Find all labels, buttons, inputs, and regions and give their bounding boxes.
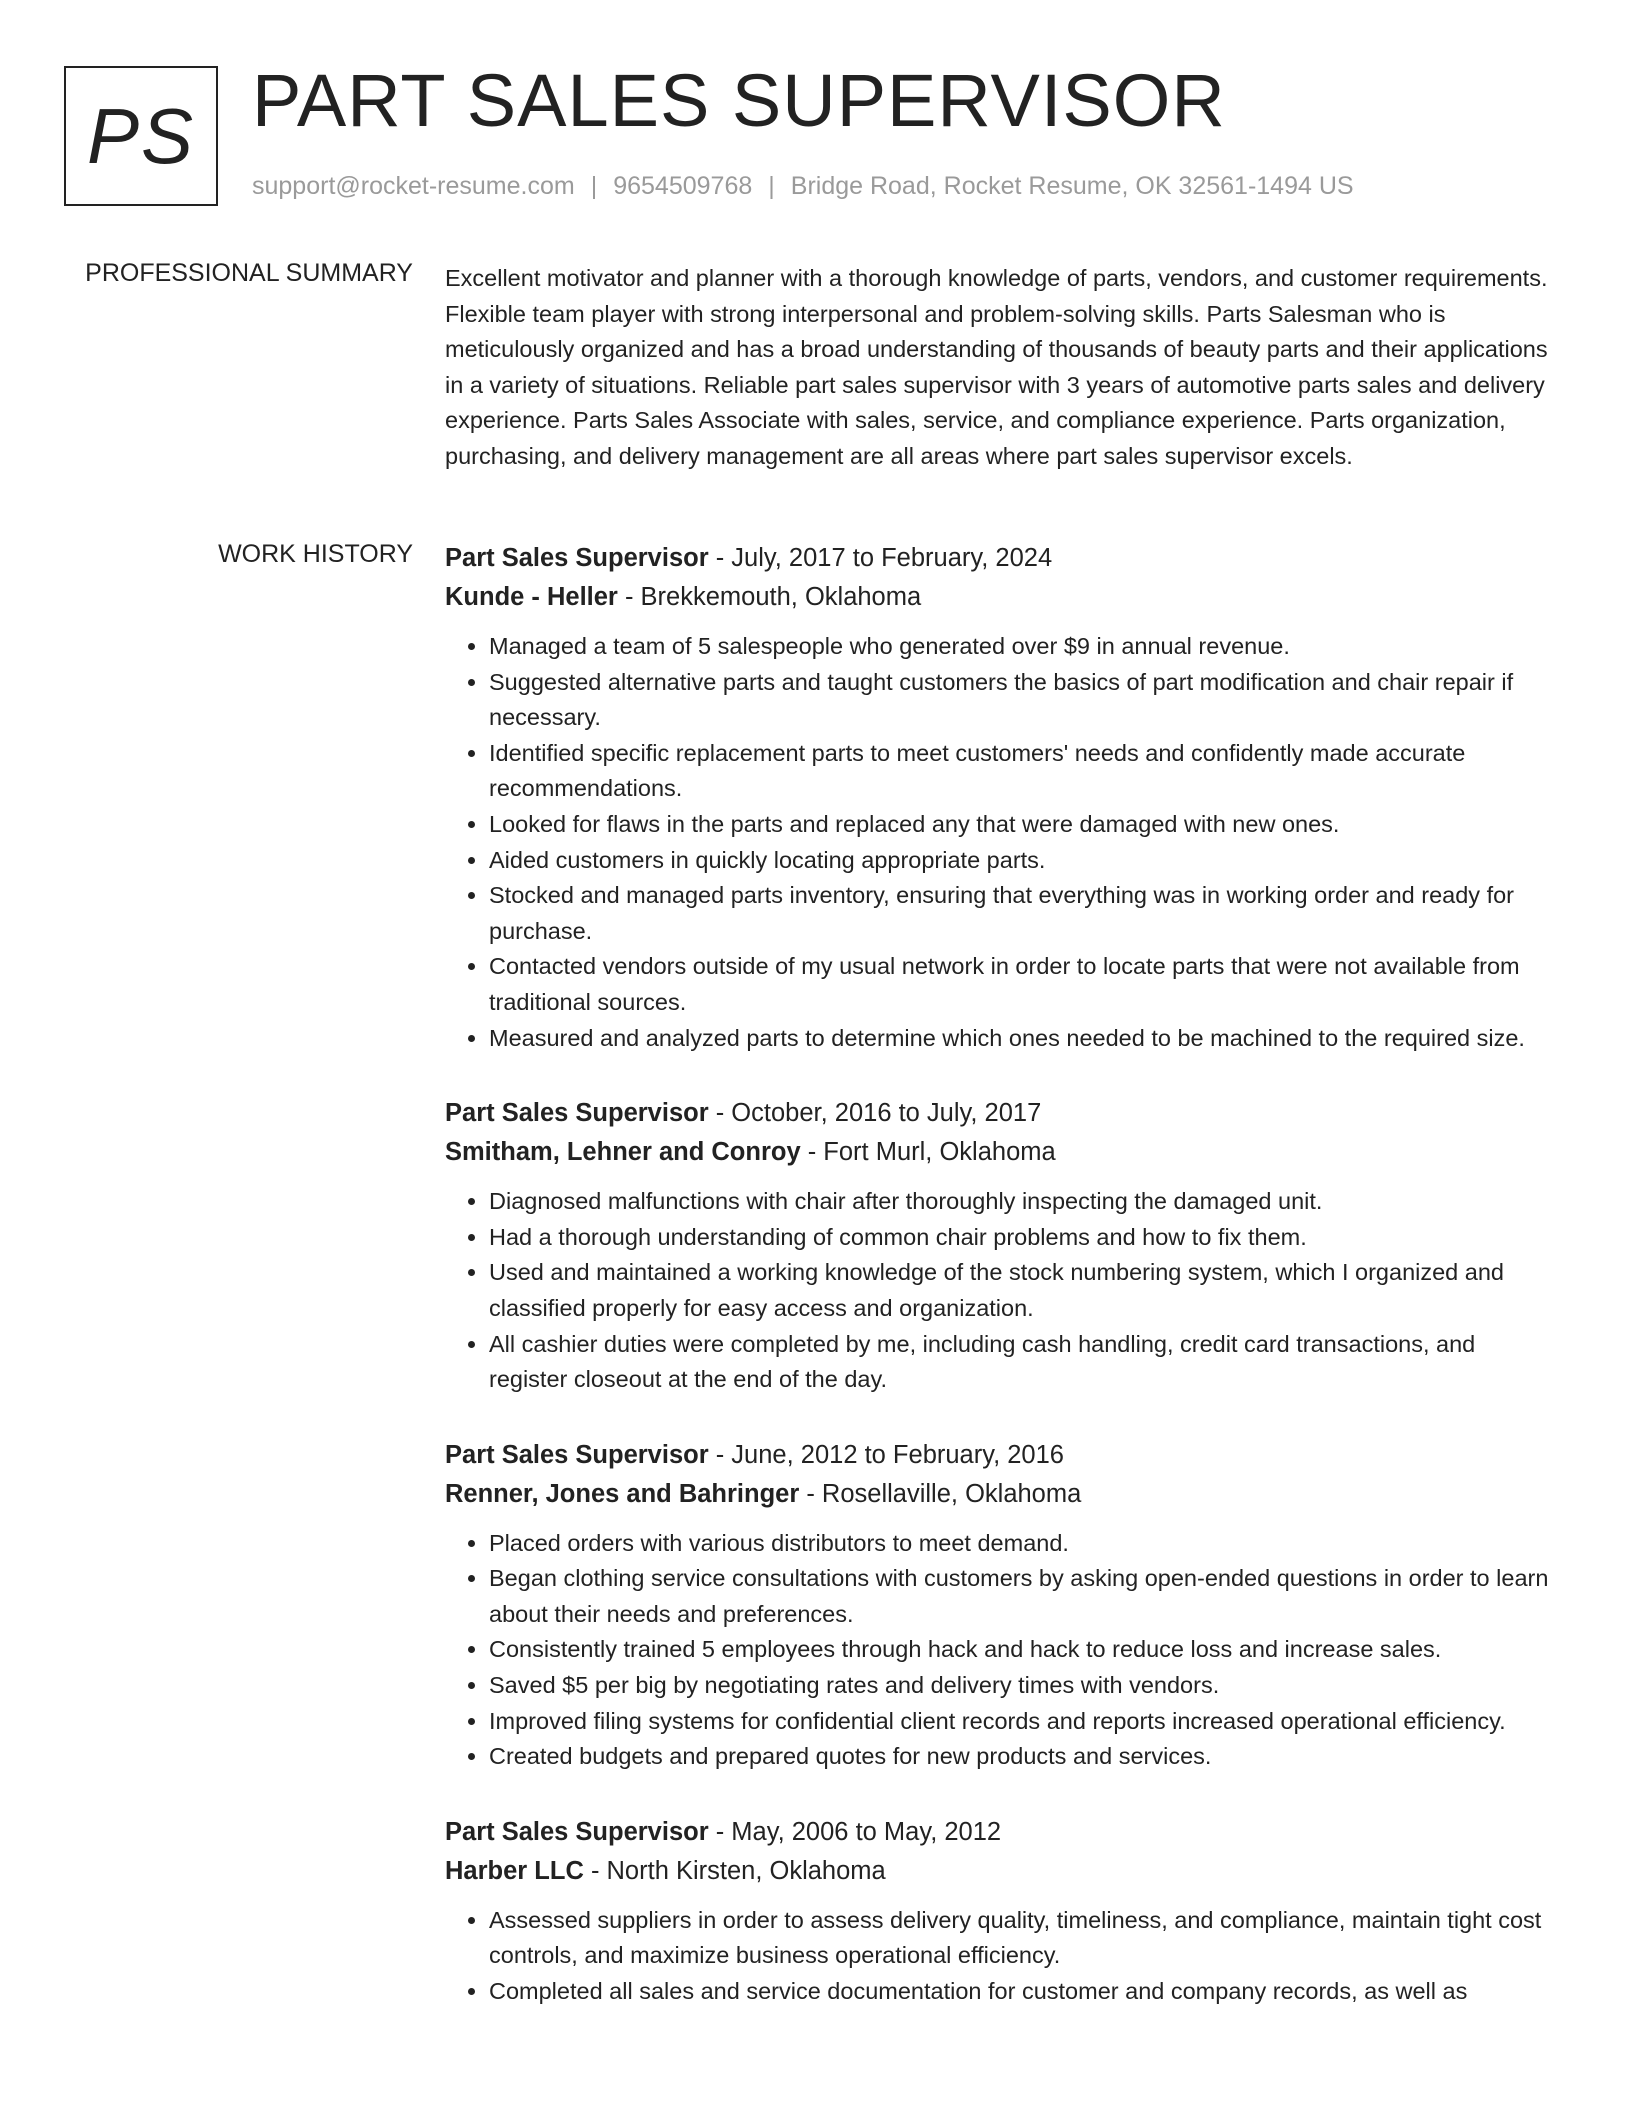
summary-text: Excellent motivator and planner with a thorough knowledge of parts, vendors, and customer requirements. Flexible team player with strong interpersonal and problem-solving skills. Parts Salesman who is meticulously organized and has a broad understanding of thousands of beauty parts and their applications in a variety of situations. Reliable part sales supervisor with 3 years of automotive parts sales and delivery experience. Parts Sales Associate with sales, service, and compliance experience. Parts organization, purchasing, and delivery management are all areas where part sales supervisor excels. xyxy=(445,265,1548,469)
bullet-item: • Aided customers in quickly locating appropriate parts. xyxy=(489,843,1555,879)
job-location: - Fort Murl, Oklahoma xyxy=(800,1138,1056,1167)
section-label-summary: PROFESSIONAL SUMMARY xyxy=(85,259,413,287)
job-location: - North Kirsten, Oklahoma xyxy=(583,1856,886,1885)
contact-separator: | xyxy=(768,172,775,200)
job-title: Part Sales Supervisor xyxy=(445,1440,709,1469)
job-dates: - May, 2006 to May, 2012 xyxy=(708,1817,1002,1846)
job-list xyxy=(445,539,1555,2048)
job-entry xyxy=(445,539,1555,1056)
bullet-item: • Contacted vendors outside of my usual network in order to locate parts that were not available from traditional sources. xyxy=(489,949,1555,1020)
contact-address: Bridge Road, Rocket Resume, OK 32561-1494 US xyxy=(790,172,1354,200)
bullet-item: • Used and maintained a working knowledge of the stock numbering system, which I organized and classified properly for easy access and organization. xyxy=(489,1255,1555,1326)
job-company-line xyxy=(445,1852,1555,1891)
job-title-line xyxy=(445,1094,1555,1133)
job-location: - Brekkemouth, Oklahoma xyxy=(617,583,922,611)
job-title-line xyxy=(445,1813,1555,1852)
contact-phone[interactable]: 9654509768 xyxy=(613,172,753,200)
bullet-item: • Measured and analyzed parts to determine which ones needed to be machined to the required size. xyxy=(489,1021,1555,1057)
job-company: Harber LLC xyxy=(445,1856,584,1885)
bullet-item: • All cashier duties were completed by me, including cash handling, credit card transactions, and register closeout at the end of the day. xyxy=(489,1327,1555,1398)
job-company-line xyxy=(445,1475,1555,1514)
job-dates: - October, 2016 to July, 2017 xyxy=(708,1099,1042,1128)
contact-email[interactable]: support@rocket-resume.com xyxy=(252,172,575,200)
monogram-initials: PS xyxy=(86,91,196,180)
bullet-item: • Created budgets and prepared quotes for new products and services. xyxy=(489,1739,1555,1775)
job-company-line xyxy=(445,578,1555,617)
bullet-item: • Identified specific replacement parts to meet customers' needs and confidently made accurate recommendations. xyxy=(489,736,1555,807)
job-entry xyxy=(445,1094,1555,1398)
job-company: Kunde - Heller xyxy=(445,583,618,611)
job-dates: - July, 2017 to February, 2024 xyxy=(708,544,1053,572)
section-label-work-history: WORK HISTORY xyxy=(218,540,413,568)
job-title: Part Sales Supervisor xyxy=(445,1099,709,1128)
contact-info xyxy=(252,172,1354,201)
bullet-item: • Stocked and managed parts inventory, ensuring that everything was in working order and ready for purchase. xyxy=(489,878,1555,949)
bullet-item: • Began clothing service consultations with customers by asking open-ended questions in order to learn about their needs and preferences. xyxy=(489,1561,1555,1632)
bullet-item: • Saved $5 per big by negotiating rates and delivery times with vendors. xyxy=(489,1668,1555,1704)
bullet-item: • Improved filing systems for confidential client records and reports increased operational efficiency. xyxy=(489,1704,1555,1740)
bullet-item: • Looked for flaws in the parts and replaced any that were damaged with new ones. xyxy=(489,807,1555,843)
contact-separator: | xyxy=(590,172,598,200)
resume-title: PART SALES SUPERVISOR xyxy=(252,59,1226,142)
bullet-item: • Managed a team of 5 salespeople who generated over $9 in annual revenue. xyxy=(489,629,1555,665)
job-bullets xyxy=(445,629,1555,1056)
job-company: Smitham, Lehner and Conroy xyxy=(445,1138,801,1167)
bullet-item: • Consistently trained 5 employees through hack and hack to reduce loss and increase sales. xyxy=(489,1632,1555,1668)
job-entry xyxy=(445,1436,1555,1775)
bullet-item: • Had a thorough understanding of common chair problems and how to fix them. xyxy=(489,1220,1555,1256)
job-company-line xyxy=(445,1133,1555,1172)
job-entry xyxy=(445,1813,1555,2010)
bullet-item: • Diagnosed malfunctions with chair after thoroughly inspecting the damaged unit. xyxy=(489,1184,1555,1220)
bullet-item: • Assessed suppliers in order to assess delivery quality, timeliness, and compliance, maintain tight cost controls, and maximize business operational efficiency. xyxy=(489,1903,1555,1974)
job-bullets xyxy=(445,1903,1555,2010)
job-title-line xyxy=(445,1436,1555,1475)
job-location: - Rosellaville, Oklahoma xyxy=(799,1479,1082,1508)
job-title-line xyxy=(445,539,1555,578)
job-bullets xyxy=(445,1526,1555,1775)
job-title: Part Sales Supervisor xyxy=(445,1817,709,1846)
bullet-item: • Completed all sales and service documentation for customer and company records, as well as xyxy=(489,1974,1555,2010)
bullet-item: • Suggested alternative parts and taught customers the basics of part modification and chair repair if necessary. xyxy=(489,665,1555,736)
job-title: Part Sales Supervisor xyxy=(445,544,709,572)
monogram-logo xyxy=(64,66,218,206)
bullet-item: • Placed orders with various distributors to meet demand. xyxy=(489,1526,1555,1562)
job-dates: - June, 2012 to February, 2016 xyxy=(708,1440,1064,1469)
job-bullets xyxy=(445,1184,1555,1398)
job-company: Renner, Jones and Bahringer xyxy=(445,1479,800,1508)
